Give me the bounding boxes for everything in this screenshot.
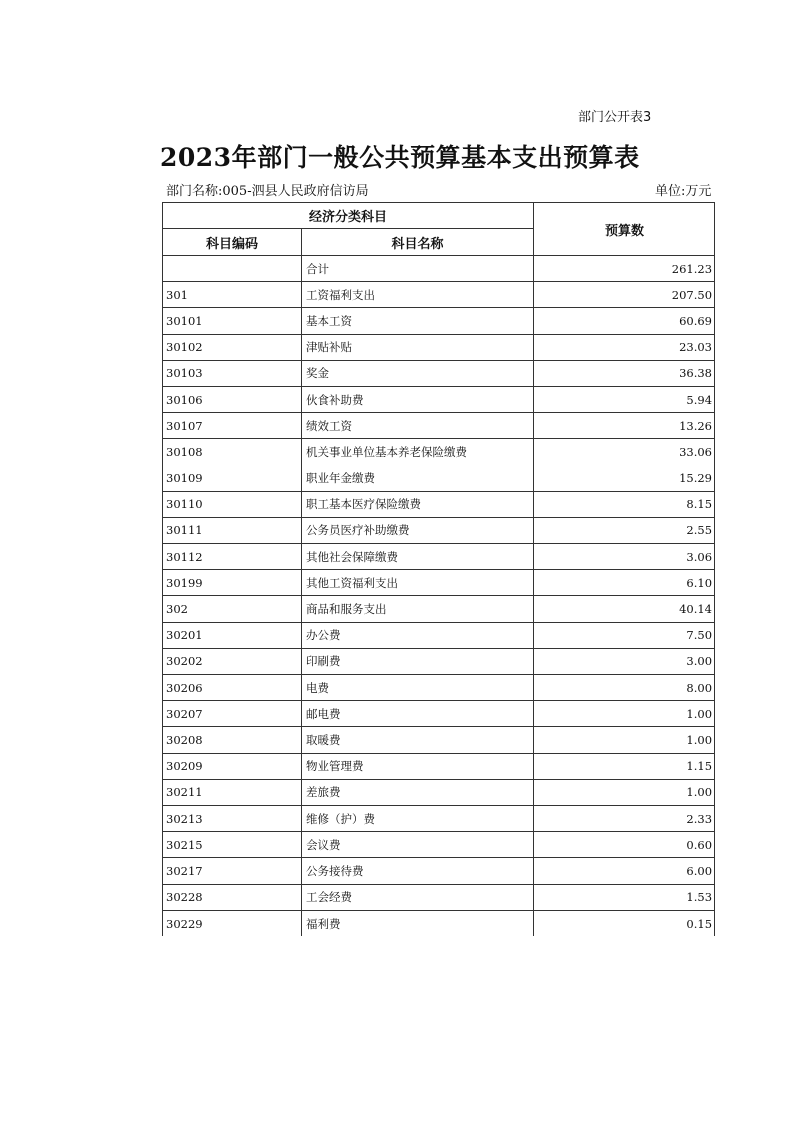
header-row-1 [163,203,715,229]
department-name: 部门名称:005-泗县人民政府信访局 [166,184,369,199]
row-name: 办公费 [302,622,534,648]
row-name: 职业年金缴费 [302,465,534,491]
row-code: 30112 [163,544,302,570]
table-row [163,701,715,727]
row-amount: 2.55 [534,517,715,543]
row-code: 30217 [163,858,302,884]
row-code: 301 [163,282,302,308]
row-amount: 207.50 [534,282,715,308]
row-amount: 0.15 [534,910,715,936]
row-name: 公务员医疗补助缴费 [302,517,534,543]
row-amount: 1.00 [534,701,715,727]
table-row [163,884,715,910]
table-row [163,727,715,753]
table-row [163,413,715,439]
table-row [163,256,715,282]
row-amount: 3.06 [534,544,715,570]
row-code: 30109 [163,465,302,491]
row-amount: 23.03 [534,334,715,360]
row-name: 工资福利支出 [302,282,534,308]
row-name: 机关事业单位基本养老保险缴费 [302,439,534,465]
table-row [163,465,715,491]
table-row [163,805,715,831]
row-name: 工会经费 [302,884,534,910]
row-name: 差旅费 [302,779,534,805]
row-name: 印刷费 [302,648,534,674]
row-code: 30102 [163,334,302,360]
table-row [163,648,715,674]
row-code: 30111 [163,517,302,543]
row-code: 30110 [163,491,302,517]
row-amount: 6.10 [534,570,715,596]
row-code: 302 [163,596,302,622]
row-amount: 1.15 [534,753,715,779]
table-row [163,675,715,701]
row-code: 30201 [163,622,302,648]
unit-label: 单位:万元 [655,184,712,199]
row-amount: 1.53 [534,884,715,910]
page-title: 2023年部门一般公共预算基本支出预算表 [160,143,640,172]
row-amount: 1.00 [534,779,715,805]
row-name: 福利费 [302,910,534,936]
budget-table [162,202,715,936]
row-code [163,256,302,282]
row-name: 职工基本医疗保险缴费 [302,491,534,517]
row-amount: 1.00 [534,727,715,753]
row-amount: 6.00 [534,858,715,884]
row-amount: 40.14 [534,596,715,622]
table-row [163,386,715,412]
row-amount: 2.33 [534,805,715,831]
row-code: 30202 [163,648,302,674]
row-code: 30103 [163,360,302,386]
table-tag: 部门公开表3 [578,110,652,125]
row-name: 会议费 [302,832,534,858]
row-name: 伙食补助费 [302,386,534,412]
row-amount: 0.60 [534,832,715,858]
row-name: 取暖费 [302,727,534,753]
row-amount: 5.94 [534,386,715,412]
header-budget-amount: 预算数 [534,203,715,256]
row-name: 津贴补贴 [302,334,534,360]
row-name: 奖金 [302,360,534,386]
row-name: 邮电费 [302,701,534,727]
table-row [163,570,715,596]
row-amount: 36.38 [534,360,715,386]
row-name: 其他工资福利支出 [302,570,534,596]
table-row [163,308,715,334]
row-name: 绩效工资 [302,413,534,439]
table-row [163,910,715,936]
row-amount: 8.15 [534,491,715,517]
row-code: 30206 [163,675,302,701]
row-code: 30108 [163,439,302,465]
row-amount: 7.50 [534,622,715,648]
row-name: 物业管理费 [302,753,534,779]
table-row [163,596,715,622]
row-code: 30209 [163,753,302,779]
table-row [163,439,715,465]
table-row [163,858,715,884]
row-amount: 60.69 [534,308,715,334]
row-name: 商品和服务支出 [302,596,534,622]
row-amount: 8.00 [534,675,715,701]
row-amount: 261.23 [534,256,715,282]
table-row [163,779,715,805]
row-name: 其他社会保障缴费 [302,544,534,570]
row-code: 30207 [163,701,302,727]
row-code: 30101 [163,308,302,334]
table-row [163,360,715,386]
row-amount: 13.26 [534,413,715,439]
table-row [163,491,715,517]
row-amount: 15.29 [534,465,715,491]
row-code: 30229 [163,910,302,936]
row-name: 维修（护）费 [302,805,534,831]
row-code: 30228 [163,884,302,910]
row-code: 30199 [163,570,302,596]
row-code: 30215 [163,832,302,858]
header-subject-code: 科目编码 [163,229,302,256]
row-amount: 33.06 [534,439,715,465]
row-name: 合计 [302,256,534,282]
table-row [163,622,715,648]
row-code: 30106 [163,386,302,412]
table-row [163,334,715,360]
row-name: 公务接待费 [302,858,534,884]
table-row [163,282,715,308]
row-code: 30107 [163,413,302,439]
table-row [163,753,715,779]
header-subject-name: 科目名称 [302,229,534,256]
table-row [163,517,715,543]
row-code: 30208 [163,727,302,753]
table-row [163,832,715,858]
row-name: 电费 [302,675,534,701]
row-amount: 3.00 [534,648,715,674]
table-row [163,544,715,570]
row-code: 30211 [163,779,302,805]
row-code: 30213 [163,805,302,831]
row-name: 基本工资 [302,308,534,334]
header-economic-class: 经济分类科目 [163,203,534,229]
